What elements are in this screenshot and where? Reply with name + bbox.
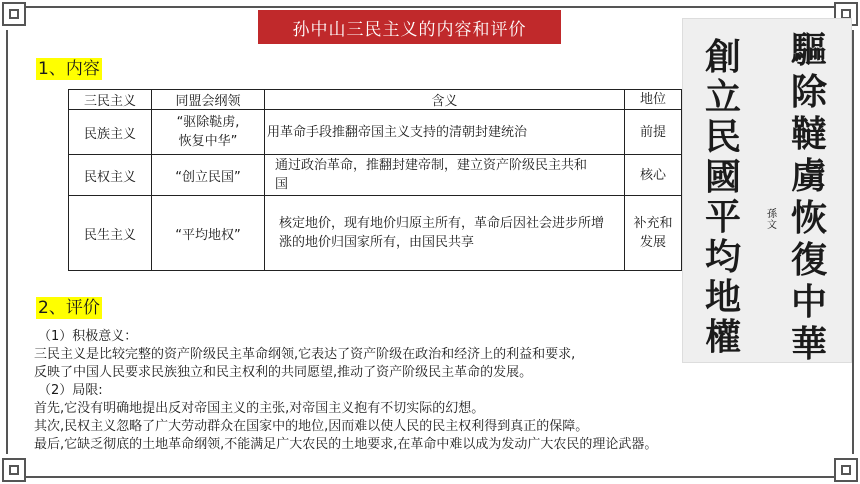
header-program: 同盟会纲领 <box>152 90 265 110</box>
limit-line: 最后,它缺乏彻底的土地革命纲领,不能满足广大农民的土地要求,在革命中难以成为发动广大农民的理论武器。 <box>34 437 658 452</box>
calligraphy-glyph: 民 <box>705 116 742 158</box>
frame-top-line <box>24 6 836 8</box>
limits-heading: （2）局限: <box>38 383 103 398</box>
limit-line: 其次,民权主义忽略了广大劳动群众在国家中的地位,因而难以使人民的民主权利得到真正的保障。 <box>34 419 589 434</box>
frame-corner-bottom-left <box>2 458 26 482</box>
meaning-cell: 核定地价，现有地价归原主所有，革命后因社会进步所增涨的地价归国家所有，由国民共享 <box>265 196 625 271</box>
section-evaluation-label: 2、评价 <box>38 298 100 318</box>
frame-right-line <box>852 30 854 454</box>
slogan-cell: “平均地权” <box>152 196 265 271</box>
calligraphy-glyph: 創 <box>705 36 742 78</box>
slogan-line: 恢复中华” <box>178 134 238 149</box>
calligraphy-signature <box>767 209 777 231</box>
meaning-cell: 用革命手段推翻帝国主义支持的清朝封建统治 <box>265 110 625 155</box>
calligraphy-glyph: 平 <box>705 196 742 238</box>
calligraphy-glyph: 權 <box>705 316 742 358</box>
slogan-cell <box>152 110 265 155</box>
calligraphy-glyph: 韃 <box>791 113 828 155</box>
doctrine-table <box>68 89 682 271</box>
status-cell: 补充和发展 <box>625 196 682 271</box>
meaning-cell: 通过政治革命，推翻封建帝制，建立资产阶级民主共和国 <box>265 155 625 196</box>
calligraphy-glyph: 立 <box>705 76 742 118</box>
slogan-line: “驱除鞑虏, <box>176 115 240 130</box>
frame-left-line <box>6 30 8 454</box>
positive-line: 反映了中国人民要求民族独立和民主权利的共同愿望,推动了资产阶级民主革命的发展。 <box>34 365 533 380</box>
table-row <box>69 196 682 271</box>
header-status: 地位 <box>625 90 682 110</box>
status-cell: 前提 <box>625 110 682 155</box>
frame-corner-bottom-right <box>834 458 858 482</box>
section-content-label: 1、内容 <box>38 59 100 79</box>
calligraphy-glyph: 華 <box>791 323 828 365</box>
calligraphy-glyph: 復 <box>791 239 828 281</box>
signature-glyph: 文 <box>767 220 777 231</box>
calligraphy-glyph: 國 <box>705 156 742 198</box>
header-doctrine: 三民主义 <box>69 90 152 110</box>
calligraphy-image <box>682 18 852 363</box>
doctrine-cell: 民权主义 <box>69 155 152 196</box>
positive-line: 三民主义是比较完整的资产阶级民主革命纲领,它表达了资产阶级在政治和经济上的利益和要求, <box>34 347 576 362</box>
frame-bottom-line <box>24 476 836 478</box>
table-row <box>69 155 682 196</box>
calligraphy-right-column <box>791 29 827 365</box>
slogan-cell: “创立民国” <box>152 155 265 196</box>
calligraphy-glyph: 中 <box>791 281 828 323</box>
calligraphy-glyph: 除 <box>791 71 828 113</box>
calligraphy-left-column <box>705 37 741 357</box>
table-row <box>69 110 682 155</box>
status-cell: 核心 <box>625 155 682 196</box>
limit-line: 首先,它没有明确地提出反对帝国主义的主张,对帝国主义抱有不切实际的幻想。 <box>34 401 485 416</box>
calligraphy-glyph: 驅 <box>791 29 828 71</box>
doctrine-cell: 民族主义 <box>69 110 152 155</box>
signature-glyph: 孫 <box>767 209 777 220</box>
calligraphy-glyph: 恢 <box>791 197 828 239</box>
page-title: 孙中山三民主义的内容和评价 <box>258 10 561 44</box>
calligraphy-glyph: 虜 <box>791 155 828 197</box>
table-header-row <box>69 90 682 110</box>
frame-corner-top-left <box>2 2 26 26</box>
positive-heading: （1）积极意义： <box>38 329 138 344</box>
calligraphy-glyph: 均 <box>705 236 742 278</box>
calligraphy-glyph: 地 <box>705 276 742 318</box>
doctrine-cell: 民生主义 <box>69 196 152 271</box>
header-meaning: 含义 <box>265 90 625 110</box>
